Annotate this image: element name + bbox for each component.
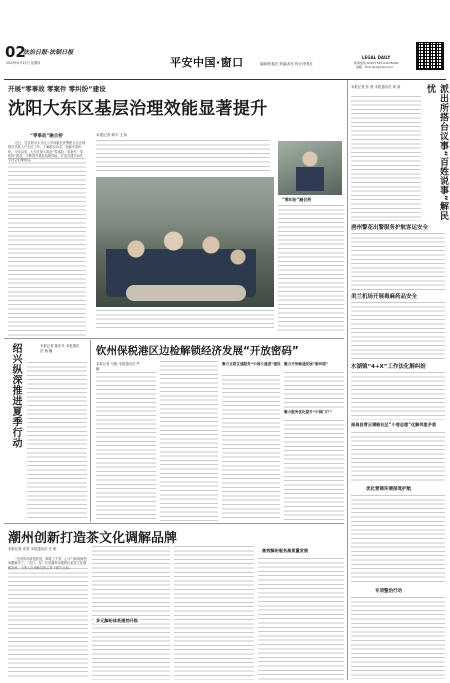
middle-sub1: 聚力互联互通服务“中国大通道”建设 — [222, 362, 281, 366]
middle-text-col5 — [284, 420, 344, 520]
right-section-a: 唐州警花出警服务护航客运安全 — [351, 225, 429, 231]
bottom-text-col4 — [258, 558, 344, 680]
bottom-byline: 本报记者 邓君 本报通讯员 庄 明 — [8, 547, 57, 551]
right-text-block-3 — [351, 302, 445, 360]
hotline: 新闻热线 63077765 63076000 — [354, 61, 399, 65]
lead-headline: 沈阳大东区基层治理效能显著提升 — [8, 99, 268, 119]
right-col-border — [347, 80, 348, 680]
left-byline: 本报记者 陈东升 本报通讯员 褚 巍 — [40, 344, 80, 353]
qr-code — [416, 42, 444, 70]
photo2-figure — [296, 151, 324, 191]
bottom-sub2: 多元解纷体系提档升级 — [96, 618, 138, 623]
right-byline: 本报记者 张 晨 本报通讯员 周 新 — [351, 85, 401, 89]
left-text-block — [27, 362, 87, 520]
right-text-block-5 — [351, 432, 445, 482]
bottom-text-col2 — [92, 546, 170, 680]
middle-byline: 本报记者 马艳 本报通讯员 严 鹏 — [96, 362, 140, 371]
middle-sub2: 聚力开放畅通发展“新环境” — [284, 362, 329, 366]
email: 电邮：fzrb.ads@163.com — [356, 65, 394, 69]
section-title: 平安中国·窗口 — [170, 56, 244, 69]
paper-name: 法治日报·法制日报 — [23, 49, 74, 56]
middle-text-col2 — [160, 361, 218, 521]
left-col-border — [90, 340, 91, 522]
middle-text-col4 — [284, 372, 344, 408]
middle-text-col1 — [96, 372, 156, 520]
right-section-d: 南昌县青云谱路社区“小巷总理”化解邻里矛盾 — [351, 422, 437, 427]
bottom-intro — [8, 557, 88, 570]
right-text-block-1 — [351, 96, 421, 221]
bottom-intro-text: “这里的环境很舒适，喝着工夫茶，心平气和地就把问题解决了。”近日，在广东省潮州市湘桥区某茶文化调解室里，当事人在调解员的主持下握手言和。 — [8, 557, 87, 570]
right-section-c: 水湖镇“4+X”工作法化解纠纷 — [351, 364, 426, 370]
lead-byline: 本报记者 韩宇 王伟 — [96, 133, 128, 137]
middle-sub3: 聚力服务优化提升“中国门户” — [284, 410, 332, 414]
right-lead-title: 派出所搭台议事“百姓说事”解民忧 — [425, 84, 448, 221]
middle-text-col3 — [222, 375, 280, 521]
divider-lead — [4, 338, 344, 339]
bottom-headline: 潮州创新打造茶文化调解品牌 — [8, 531, 178, 546]
bottom-text-col1 — [8, 568, 88, 680]
lead-photo-caption — [96, 310, 274, 328]
photo-table — [126, 285, 246, 301]
lead-photo — [96, 177, 274, 307]
lead-photo-2 — [278, 141, 342, 195]
right-text-block-6 — [351, 495, 445, 585]
right-section-b: 美兰机场开展毒麻药品安全 — [351, 294, 418, 300]
date-line: 2023年6月15日 星期四 — [6, 61, 41, 65]
right-text-block-7 — [351, 597, 445, 679]
lead-kicker: 开展“零事故 零案件 零纠纷”建设 — [8, 85, 106, 93]
bottom-text-col3 — [174, 546, 254, 680]
page-number: 02 — [5, 43, 26, 61]
middle-headline: 钦州保税港区边检解锁经济发展“开放密码” — [96, 345, 299, 357]
lead-photo-caption-2: “零纠纷”融合桥 — [282, 197, 312, 202]
right-section-e: 优化营商环境保驾护航 — [366, 487, 411, 492]
right-section-f: 专项整治行动 — [375, 589, 402, 594]
lead-text-fill-col3 — [278, 205, 344, 331]
lead-text-fill-col1 — [8, 158, 86, 338]
masthead-rule — [4, 79, 446, 80]
divider-bottom — [4, 523, 344, 524]
lead-text-fill-top — [96, 140, 270, 172]
right-text-block-4 — [351, 372, 445, 420]
brand: LEGAL DAILY — [362, 55, 391, 60]
bottom-sub1: 高效解纷服务高质量发展 — [262, 548, 309, 553]
left-vertical-title: 绍兴纵深推进夏季行动 — [10, 343, 21, 448]
lead-subhead: “零事故”融合桥 — [30, 134, 63, 139]
right-text-block-2 — [351, 233, 445, 291]
lead-intro: 近日，在沈阳市大东区公安局辖区民警配合社区网格员开展入户走访工作，了解群众诉求，化解矛盾纠纷。今年以来，大东区深入推进“零事故、零案件、零纠纷”建设，不断提升基层治理效能，打造共建共治共享社会治理格局。 — [8, 141, 86, 163]
masthead — [4, 35, 446, 79]
editors: 编辑/张振亮 美编/高岳 校对/李景红 — [260, 62, 314, 66]
